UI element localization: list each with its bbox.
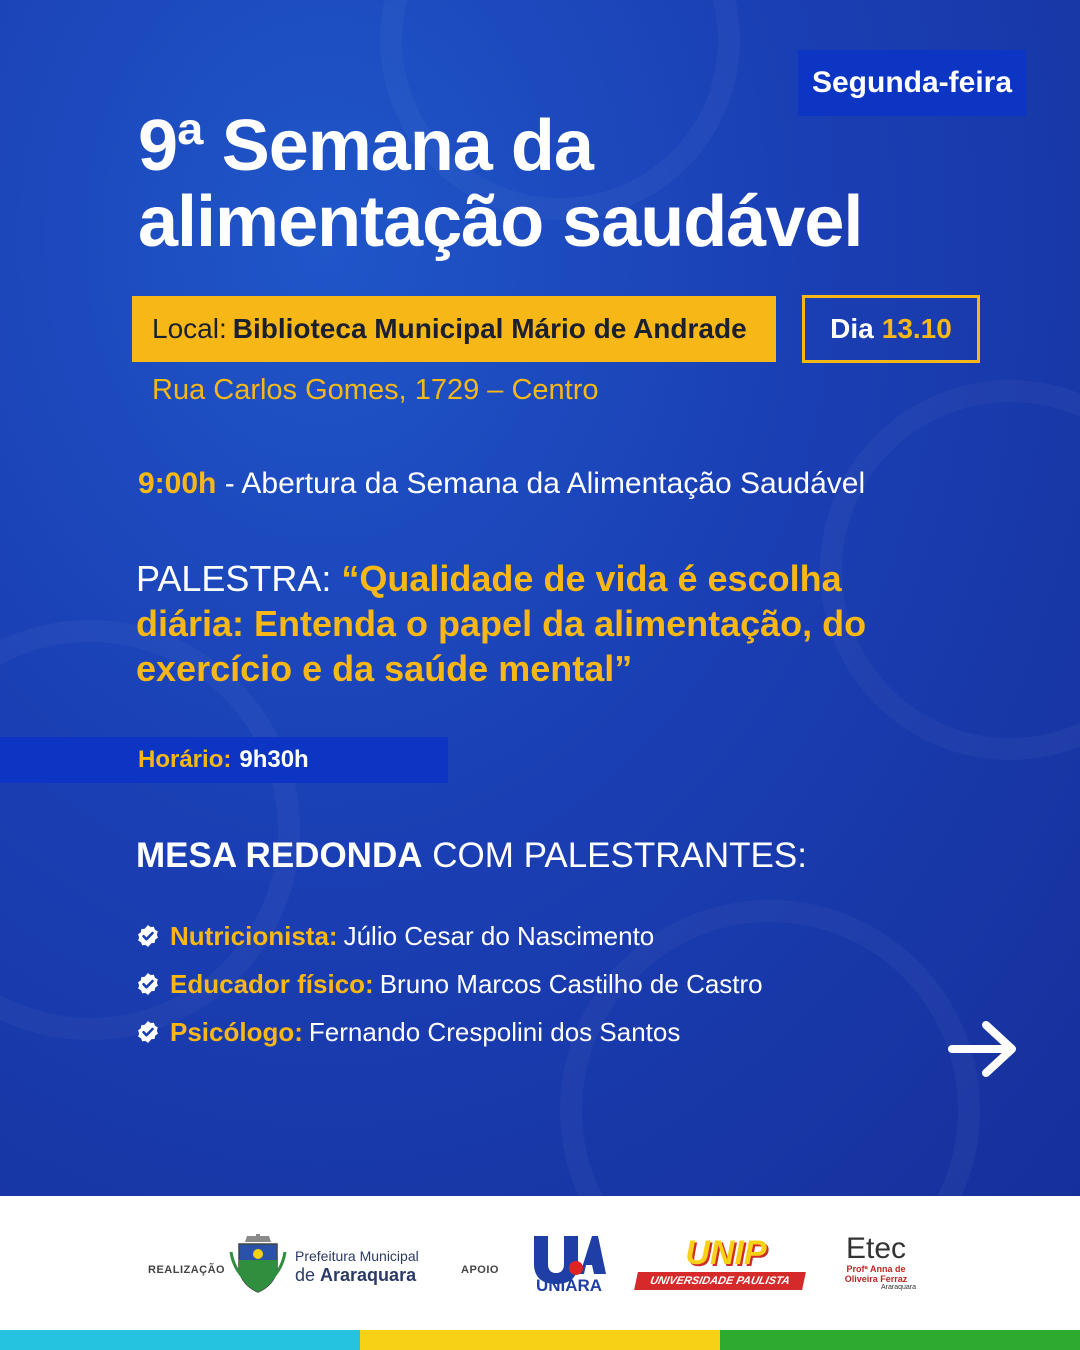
opening-time: 9:00h (138, 467, 217, 500)
prefeitura-prefix: de (295, 1265, 321, 1285)
schedule-value: 9h30h (239, 746, 309, 773)
date-label: Dia (830, 313, 874, 344)
date-value: 13.10 (881, 313, 952, 344)
unip-logo-word: UNIP (685, 1234, 767, 1272)
speaker-list (136, 912, 936, 1056)
day-tag: Segunda-feira (798, 50, 1026, 116)
color-stripes (0, 1330, 1080, 1350)
talk-title-3: exercício e da saúde mental” (136, 648, 633, 689)
opening-line (138, 467, 865, 501)
check-badge-icon (136, 1020, 160, 1044)
round-table-heading (136, 836, 807, 876)
etec-city: Araraquara (880, 1284, 916, 1291)
prefeitura-city: Araraquara (320, 1265, 417, 1285)
stripe-yellow (360, 1330, 720, 1350)
apoio-label: APOIO (461, 1264, 499, 1276)
list-item (136, 912, 936, 960)
title-line-1: 9ª Semana da (138, 106, 593, 186)
opening-text: - Abertura da Semana da Alimentação Saudável (216, 467, 866, 500)
date-box (802, 295, 980, 363)
talk-title-1: “Qualidade de vida é escolha (341, 558, 842, 599)
prefeitura-line-2 (295, 1265, 419, 1286)
speaker-role: Educador físico: (170, 968, 374, 999)
list-item (136, 960, 936, 1008)
speaker-name: Júlio Cesar do Nascimento (343, 920, 655, 951)
stripe-green (720, 1330, 1080, 1350)
check-badge-icon (136, 972, 160, 996)
uniara-text: UNIARA (535, 1276, 603, 1295)
etec-word: Etec (845, 1232, 907, 1265)
talk-line-1 (136, 556, 936, 601)
realizacao-label: REALIZAÇÃO (148, 1264, 226, 1276)
talk-title-2: diária: Entenda o papel da alimentação, do (136, 603, 867, 644)
schedule-bar (0, 737, 448, 783)
talk-label: PALESTRA: (136, 558, 342, 599)
city-crest-logo (229, 1232, 287, 1294)
schedule-label: Horário: (138, 746, 232, 773)
prefeitura-line-1: Prefeitura Municipal (295, 1248, 419, 1264)
stripe-cyan (0, 1330, 360, 1350)
page-title (138, 108, 1038, 260)
talk-block (136, 556, 936, 691)
arrow-right-icon[interactable] (946, 1018, 1022, 1080)
list-item (136, 1008, 936, 1056)
speaker-role: Nutricionista: (170, 920, 338, 951)
title-line-2: alimentação saudável (138, 182, 863, 262)
address: Rua Carlos Gomes, 1729 – Centro (152, 374, 599, 406)
speaker-name: Bruno Marcos Castilho de Castro (379, 968, 763, 999)
unip-logo-band: UNIVERSIDADE PAULISTA (634, 1272, 806, 1290)
etec-subtitle: Profª Anna de Oliveira Ferraz (844, 1264, 908, 1284)
round-table-rest: COM PALESTRANTES: (422, 836, 807, 875)
speaker-role: Psicólogo: (170, 1016, 303, 1047)
etec-logo (836, 1234, 916, 1291)
location-box (132, 296, 776, 362)
prefeitura-name (295, 1248, 419, 1286)
sponsor-footer (0, 1196, 1080, 1330)
location-label: Local: (152, 313, 227, 344)
round-table-bold: MESA REDONDA (136, 836, 423, 875)
speaker-name: Fernando Crespolini dos Santos (308, 1016, 681, 1047)
location-place: Biblioteca Municipal Mário de Andrade (232, 313, 747, 344)
check-badge-icon (136, 924, 160, 948)
